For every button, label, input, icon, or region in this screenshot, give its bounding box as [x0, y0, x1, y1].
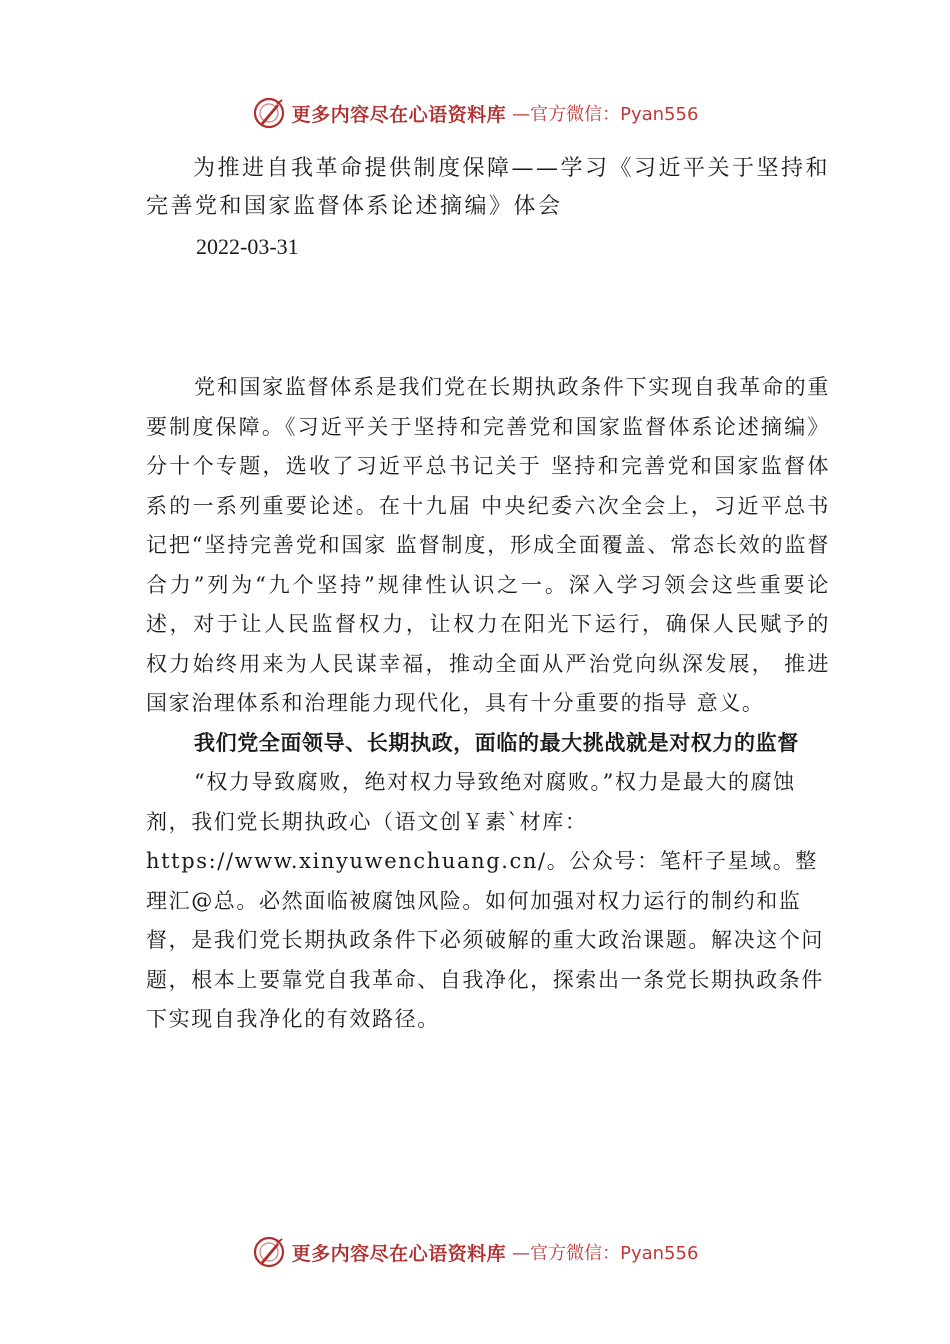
footer-banner — [0, 1232, 950, 1272]
paragraph-section-1: “权力导致腐败，绝对权力导致绝对腐败。”权力是最大的腐蚀剂，我们党长期执政心（语文创￥素`材库：https://www.xinyuwenchuang.cn/。公众号：笔杆子星域。整理汇@总。必然面临被腐蚀风险。如何加强对权力运行的制约和监督，是我们党长期执政条件下必须破解的重大政治课题。解决这个问题，根本上要靠党自我革命、自我净化，探索出一条党长期执政条件下实现自我净化的有效路径。 — [146, 770, 824, 1031]
quill-logo-icon — [252, 1235, 286, 1269]
paragraph-intro: 党和国家监督体系是我们党在长期执政条件下实现自我革命的重要制度保障。《习近平关于坚持和完善党和国家监督体系论述摘编》分十个专题，选收了习近平总书记关于 坚持和完善党和国家监督体系的一系列重要论述。在十九届 中央纪委六次全会上，习近平总书记把“坚持完善党和国家 监督制度，形成全面覆盖、常态长效的监督合力”列为“九个坚持”规律性认识之一。深入学习领会这些重要论述，对于让人民监督权力，让权力在阳光下运行，确保人民赋予的 权力始终用来为人民谋幸福，推动全面从严治党向纵深发展， 推进国家治理体系和治理能力现代化，具有十分重要的指导 意义。 — [146, 375, 830, 715]
section-heading: 我们党全面领导、长期执政，面临的最大挑战就是对权力的监督 — [194, 730, 799, 755]
quill-logo-icon — [252, 96, 286, 130]
header-banner — [0, 93, 950, 133]
article-title: 为推进自我革命提供制度保障——学习《习近平关于坚持和完善党和国家监督体系论述摘编》体会 — [146, 156, 831, 219]
banner-main-text: 更多内容尽在心语资料库 — [291, 1242, 507, 1265]
banner-wechat-text: —官方微信：Pyan556 — [512, 1243, 699, 1264]
publish-date: 2022-03-31 — [196, 234, 299, 259]
banner-wechat-text: —官方微信：Pyan556 — [512, 104, 699, 125]
article-title-block — [146, 150, 830, 226]
article-body — [146, 368, 830, 1040]
banner-main-text: 更多内容尽在心语资料库 — [291, 103, 507, 126]
